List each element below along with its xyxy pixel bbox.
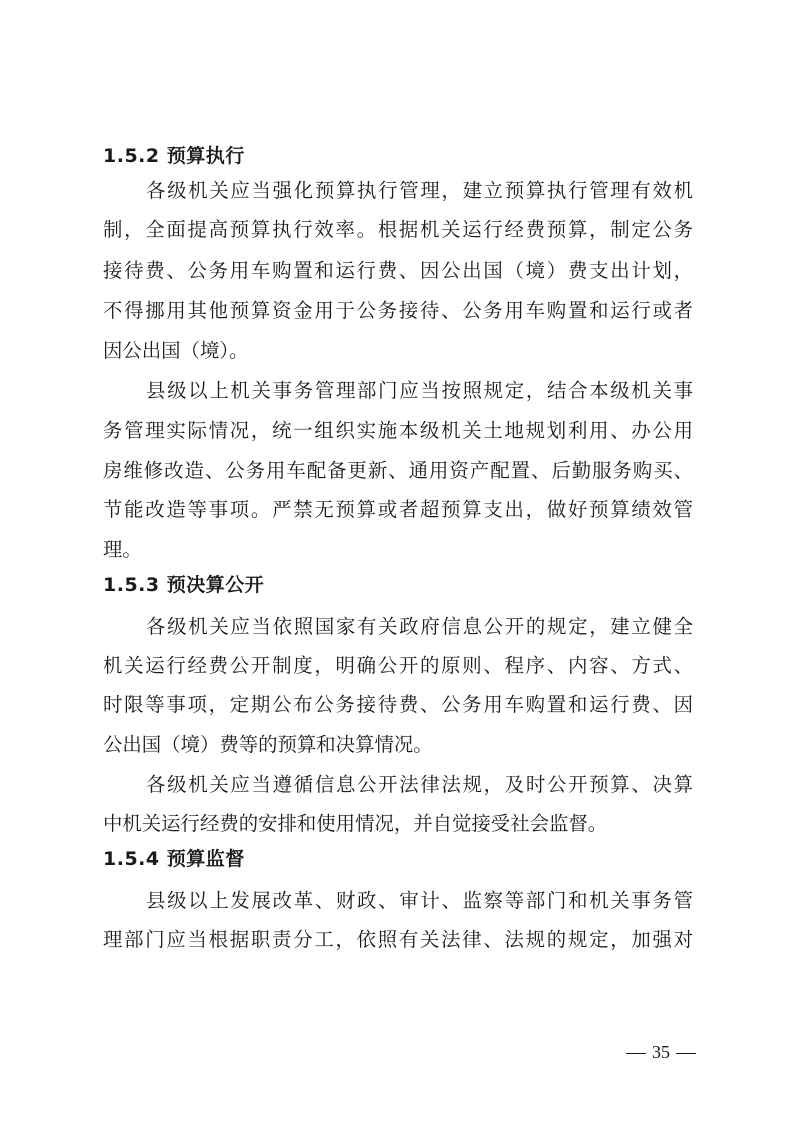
section-heading: 1.5.3 预决算公开 bbox=[103, 574, 265, 596]
text-line: 接待费、公务用车购置和运行费、因公出国（境）费支出计划， bbox=[103, 259, 693, 282]
text-line: 因公出国（境）。 bbox=[103, 339, 249, 362]
text-line: 房维修改造、公务用车配备更新、通用资产配置、后勤服务购买、 bbox=[103, 459, 693, 482]
section-heading: 1.5.2 预算执行 bbox=[103, 145, 245, 167]
text-line: 机关运行经费公开制度，明确公开的原则、程序、内容、方式、 bbox=[103, 654, 693, 677]
text-line: 节能改造等事项。严禁无预算或者超预算支出，做好预算绩效管 bbox=[103, 498, 693, 521]
text-line: 公出国（境）费等的预算和决算情况。 bbox=[103, 733, 433, 756]
footer-dash-right bbox=[676, 1053, 696, 1054]
text-line: 各级机关应当强化预算执行管理，建立预算执行管理有效机 bbox=[146, 179, 693, 202]
text-line: 理部门应当根据职责分工，依照有关法律、法规的规定，加强对 bbox=[103, 928, 693, 951]
text-line: 县级以上机关事务管理部门应当按照规定，结合本级机关事 bbox=[146, 379, 693, 402]
text-line: 各级机关应当依照国家有关政府信息公开的规定，建立健全 bbox=[146, 615, 693, 638]
text-line: 各级机关应当遵循信息公开法律法规，及时公开预算、决算 bbox=[146, 773, 693, 796]
section-heading: 1.5.4 预算监督 bbox=[103, 848, 245, 870]
page-footer bbox=[620, 1043, 702, 1061]
text-line: 制，全面提高预算执行效率。根据机关运行经费预算，制定公务 bbox=[103, 218, 693, 241]
text-line: 时限等事项，定期公布公务接待费、公务用车购置和运行费、因 bbox=[103, 693, 693, 716]
text-line: 不得挪用其他预算资金用于公务接待、公务用车购置和运行或者 bbox=[103, 299, 693, 322]
text-line: 务管理实际情况，统一组织实施本级机关土地规划利用、办公用 bbox=[103, 419, 693, 442]
text-line: 中机关运行经费的安排和使用情况，并自觉接受社会监督。 bbox=[103, 812, 608, 835]
text-line: 理。 bbox=[103, 538, 142, 561]
page-number: 35 bbox=[652, 1042, 670, 1062]
footer-dash-left bbox=[626, 1053, 646, 1054]
text-line: 县级以上发展改革、财政、审计、监察等部门和机关事务管 bbox=[146, 889, 693, 912]
